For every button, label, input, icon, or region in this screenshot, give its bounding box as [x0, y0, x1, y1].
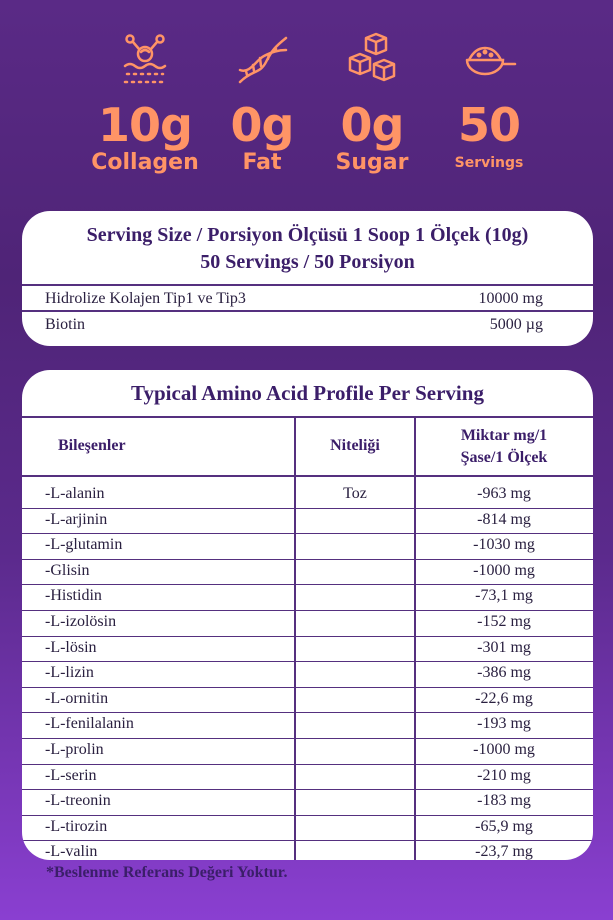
table-row — [22, 508, 593, 534]
amino-amount: -73,1 mg — [475, 587, 533, 605]
amino-amount: -152 mg — [477, 612, 531, 630]
stat-sugar — [307, 30, 437, 174]
table-row — [22, 559, 593, 585]
amino-amount: -65,9 mg — [475, 817, 533, 835]
amino-amount: -23,7 mg — [475, 843, 533, 860]
stat-collagen — [80, 30, 210, 174]
serving-row-label: Hidrolize Kolajen Tip1 ve Tip3 — [45, 290, 246, 307]
amino-name: -L-serin — [45, 766, 97, 784]
serving-row-biotin — [22, 310, 593, 346]
servings-label: Servings — [454, 155, 524, 171]
servings-count-line: 50 Servings / 50 Porsiyon — [200, 251, 415, 273]
amino-name: -Histidin — [45, 587, 102, 605]
sugar-label: Sugar — [335, 150, 409, 175]
header-amount — [415, 425, 593, 469]
table-row — [22, 712, 593, 738]
fat-value: 0g — [230, 98, 294, 152]
amino-table-body — [22, 483, 593, 860]
amino-amount: -301 mg — [477, 638, 531, 656]
amino-name: -L-lösin — [45, 638, 97, 656]
amino-amount: -386 mg — [477, 664, 531, 682]
amino-name: -L-arjinin — [45, 510, 108, 528]
table-row — [22, 661, 593, 687]
amino-amount: -210 mg — [477, 766, 531, 784]
amino-amount: -1000 mg — [473, 561, 535, 579]
dna-icon — [232, 30, 292, 90]
header-amount-line2: Şase/1 Ölçek — [460, 449, 548, 466]
nutrition-highlights — [0, 30, 613, 190]
fat-label: Fat — [242, 150, 282, 175]
collagen-label: Collagen — [91, 150, 199, 175]
amino-name: -L-valin — [45, 843, 98, 860]
header-components: Bileşenler — [58, 437, 126, 454]
table-row — [22, 533, 593, 559]
amino-name: -L-glutamin — [45, 536, 123, 554]
amino-name: -L-lizin — [45, 664, 94, 682]
amino-acid-card — [22, 370, 593, 860]
servings-value: 50 — [457, 98, 520, 152]
serving-size-card — [22, 211, 593, 346]
amino-name: -L-treonin — [45, 792, 111, 810]
amino-table-header — [22, 416, 593, 477]
sugar-cubes-icon — [342, 30, 402, 90]
serving-size-heading — [22, 211, 593, 284]
amino-acid-title: Typical Amino Acid Profile Per Serving — [131, 381, 484, 405]
table-row — [22, 840, 593, 860]
amino-amount: -1030 mg — [473, 536, 535, 554]
amino-name: -L-prolin — [45, 740, 104, 758]
table-row — [22, 789, 593, 815]
table-row — [22, 483, 593, 508]
table-row — [22, 584, 593, 610]
serving-row-value: 10000 mg — [478, 290, 543, 307]
collagen-value: 10g — [98, 98, 192, 152]
collagen-molecule-icon — [115, 30, 175, 90]
table-row — [22, 687, 593, 713]
sugar-value: 0g — [340, 98, 404, 152]
amino-name: -L-fenilalanin — [45, 715, 134, 733]
amino-name: -L-izolösin — [45, 612, 117, 630]
footnote: *Beslenme Referans Değeri Yoktur. — [46, 864, 288, 881]
serving-size-line: Serving Size / Porsiyon Ölçüsü 1 Soop 1 Ölçek (10g) — [86, 224, 529, 246]
stat-servings — [424, 30, 554, 170]
amino-amount: -22,6 mg — [475, 689, 533, 707]
amino-amount: -814 mg — [477, 510, 531, 528]
amino-amount: -193 mg — [477, 715, 531, 733]
header-amount-line1: Miktar mg/1 — [460, 427, 548, 444]
scoop-icon — [459, 30, 519, 90]
table-row — [22, 610, 593, 636]
amino-amount: -183 mg — [477, 792, 531, 810]
amino-name: -L-ornitin — [45, 689, 109, 707]
amino-amount: -1000 mg — [473, 740, 535, 758]
table-row — [22, 738, 593, 764]
header-type: Niteliği — [330, 437, 380, 454]
amino-amount: -963 mg — [477, 485, 531, 502]
table-row — [22, 636, 593, 662]
table-row — [22, 764, 593, 790]
amino-name: -Glisin — [45, 561, 90, 579]
amino-name: -L-tirozin — [45, 817, 108, 835]
amino-name: -L-alanin — [45, 485, 105, 502]
table-row — [22, 815, 593, 841]
serving-row-label: Biotin — [45, 316, 86, 333]
amino-type: Toz — [343, 485, 367, 502]
serving-row-value: 5000 µg — [489, 316, 543, 333]
